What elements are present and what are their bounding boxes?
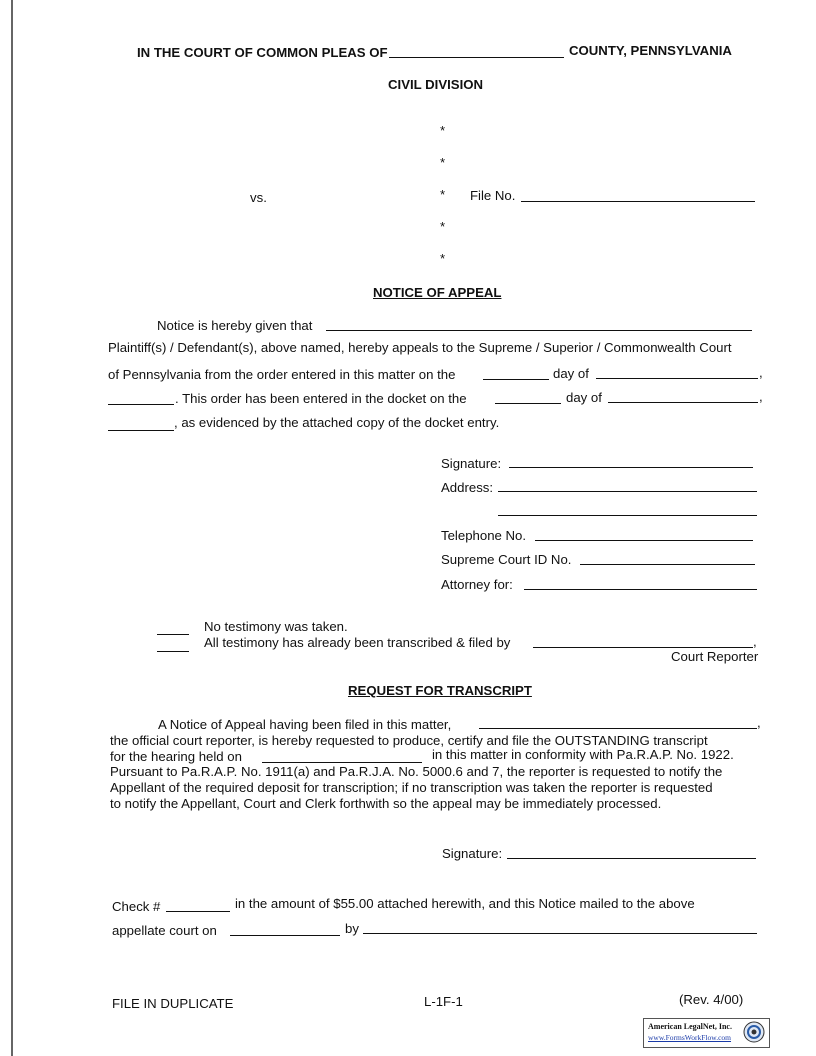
county-field[interactable] (389, 57, 564, 58)
supreme-id-field[interactable] (580, 564, 755, 565)
comma: , (757, 715, 761, 730)
request-line-6: to notify the Appellant, Court and Clerk forthwith so the appeal may be immediately processed. (110, 796, 662, 811)
publisher-logo (643, 1018, 770, 1048)
scan-edge-rule (11, 0, 13, 1056)
reporter-name-field[interactable] (479, 728, 757, 729)
check-number-field[interactable] (166, 911, 230, 912)
telephone-label: Telephone No. (441, 528, 527, 543)
appellant-name-field[interactable] (326, 330, 752, 331)
notice-line-3: of Pennsylvania from the order entered in this matter on the (108, 367, 456, 382)
notice-line-1: Notice is hereby given that (157, 318, 313, 333)
hearing-date-field[interactable] (262, 762, 422, 763)
day-of-label: day of (553, 366, 589, 381)
signature-field[interactable] (509, 467, 753, 468)
request-line-4: Pursuant to Pa.R.A.P. No. 1911(a) and Pa.R.J.A. No. 5000.6 and 7, the reporter is requested to notify the (110, 764, 723, 779)
request-line-2: the official court reporter, is hereby requested to produce, certify and file the OUTSTANDING transcript (110, 733, 708, 748)
request-line-5: Appellant of the required deposit for transcription; if no transcription was taken the reporter is requested (110, 780, 713, 795)
attorney-for-field[interactable] (524, 589, 757, 590)
telephone-field[interactable] (535, 540, 753, 541)
comma: , (753, 634, 757, 649)
revision: (Rev. 4/00) (679, 992, 744, 1007)
docket-year-field[interactable] (108, 430, 174, 431)
notice-line-2: Plaintiff(s) / Defendant(s), above named, hereby appeals to the Supreme / Superior / Commonwealth Court (108, 340, 732, 355)
request-title: REQUEST FOR TRANSCRIPT (348, 683, 532, 698)
division-title: CIVIL DIVISION (388, 77, 484, 92)
request-line-3b: in this matter in conformity with Pa.R.A.P. No. 1922. (432, 747, 734, 762)
request-signature-field[interactable] (507, 858, 756, 859)
file-no-label: File No. (470, 188, 516, 203)
attorney-for-label: Attorney for: (441, 577, 513, 592)
no-testimony-label: No testimony was taken. (204, 619, 348, 634)
mailed-date-field[interactable] (230, 935, 340, 936)
transcribed-label: All testimony has already been transcribed & filed by (204, 635, 511, 650)
comma: , (759, 389, 763, 404)
request-signature-label: Signature: (442, 846, 503, 861)
notice-title: NOTICE OF APPEAL (373, 285, 502, 300)
file-in-duplicate: FILE IN DUPLICATE (112, 996, 234, 1011)
caption-asterisk: * (440, 123, 446, 138)
order-day-field[interactable] (483, 379, 549, 380)
mailed-label: appellate court on (112, 923, 217, 938)
request-line-3a: for the hearing held on (110, 749, 242, 764)
caption-asterisk: * (440, 219, 446, 234)
versus-label: vs. (250, 190, 267, 205)
order-year-field[interactable] (108, 404, 174, 405)
logo-url: www.FormsWorkFlow.com (648, 1033, 732, 1042)
notice-line-4: . This order has been entered in the docket on the (175, 391, 467, 406)
supreme-id-label: Supreme Court ID No. (441, 552, 572, 567)
day-of-label: day of (566, 390, 602, 405)
no-testimony-checkbox[interactable] (157, 634, 189, 635)
order-month-field[interactable] (596, 378, 758, 379)
address-field-1[interactable] (498, 491, 757, 492)
file-no-field[interactable] (521, 201, 755, 202)
check-label: Check # (112, 899, 161, 914)
docket-day-field[interactable] (495, 403, 561, 404)
globe-icon (743, 1021, 765, 1043)
logo-company: American LegalNet, Inc. (648, 1022, 732, 1031)
court-reporter-field[interactable] (533, 647, 753, 648)
request-line-1: A Notice of Appeal having been filed in this matter, (158, 717, 452, 732)
address-field-2[interactable] (498, 515, 757, 516)
mailed-by-field[interactable] (363, 933, 757, 934)
court-suffix: COUNTY, PENNSYLVANIA (569, 43, 732, 58)
check-text: in the amount of $55.00 attached herewith, and this Notice mailed to the above (235, 896, 695, 911)
docket-month-field[interactable] (608, 402, 758, 403)
notice-line-5: , as evidenced by the attached copy of the docket entry. (174, 415, 500, 430)
form-code: L-1F-1 (424, 994, 463, 1009)
address-label: Address: (441, 480, 494, 495)
transcribed-checkbox[interactable] (157, 651, 189, 652)
court-reporter-caption: Court Reporter (671, 649, 759, 664)
court-prefix: IN THE COURT OF COMMON PLEAS OF (137, 45, 388, 60)
caption-asterisk: * (440, 251, 446, 266)
signature-label: Signature: (441, 456, 502, 471)
caption-asterisk: * (440, 155, 446, 170)
by-label: by (345, 921, 359, 936)
caption-asterisk: * (440, 187, 446, 202)
comma: , (759, 365, 763, 380)
